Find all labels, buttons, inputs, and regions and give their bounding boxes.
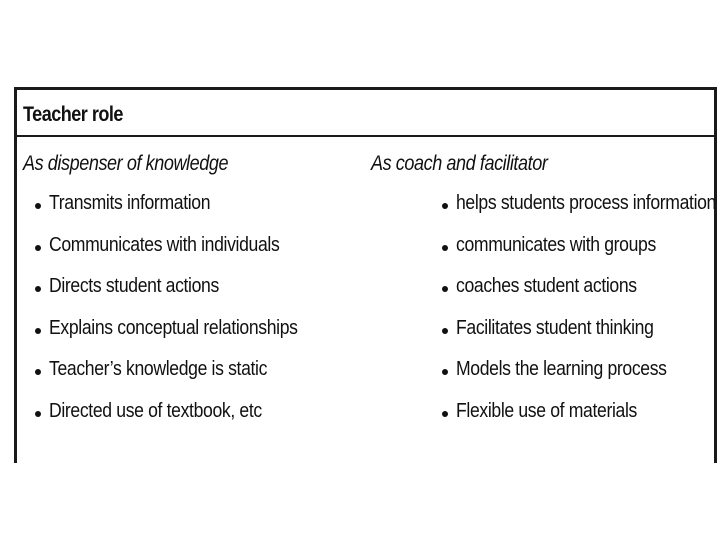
list-item	[35, 317, 332, 359]
bullet-icon	[35, 286, 41, 292]
bullet-icon	[442, 245, 448, 251]
list-item	[442, 358, 720, 400]
right-column-heading: As coach and facilitator	[371, 152, 548, 175]
list-item-text: helps students process information	[456, 192, 716, 214]
bullet-icon	[35, 411, 41, 417]
list-item	[35, 234, 332, 276]
table-title: Teacher role	[23, 103, 123, 126]
bullet-icon	[35, 328, 41, 334]
left-column-list	[35, 192, 332, 441]
list-item-text: communicates with groups	[456, 233, 656, 256]
list-item	[442, 234, 720, 276]
list-item	[442, 192, 720, 234]
list-item-text: Flexible use of materials	[456, 399, 637, 422]
right-column-list	[442, 192, 720, 441]
bullet-icon	[442, 369, 448, 375]
list-item	[35, 400, 332, 442]
list-item	[442, 317, 720, 359]
bullet-icon	[442, 328, 448, 334]
list-item-text: Directs student actions	[49, 275, 219, 297]
bullet-icon	[442, 411, 448, 417]
list-item-text: Directed use of textbook, etc	[49, 399, 262, 422]
list-item	[35, 275, 332, 317]
list-item	[442, 275, 720, 317]
list-item	[442, 400, 720, 442]
bullet-icon	[35, 203, 41, 209]
list-item-text: Explains conceptual relationships	[49, 316, 298, 339]
table-header-row	[17, 90, 714, 137]
list-item-text: Facilitates student thinking	[456, 316, 654, 339]
bullet-icon	[442, 286, 448, 292]
bullet-icon	[442, 203, 448, 209]
list-item	[35, 192, 332, 234]
bullet-icon	[35, 245, 41, 251]
teacher-role-table	[14, 87, 717, 463]
list-item	[35, 358, 332, 400]
list-item-text: Teacher’s knowledge is static	[49, 358, 268, 380]
list-item-text: Models the learning process	[456, 358, 667, 380]
left-column-heading: As dispenser of knowledge	[23, 152, 229, 175]
list-item-text: Communicates with individuals	[49, 233, 280, 256]
bullet-icon	[35, 369, 41, 375]
list-item-text: Transmits information	[49, 192, 211, 214]
list-item-text: coaches student actions	[456, 275, 637, 297]
